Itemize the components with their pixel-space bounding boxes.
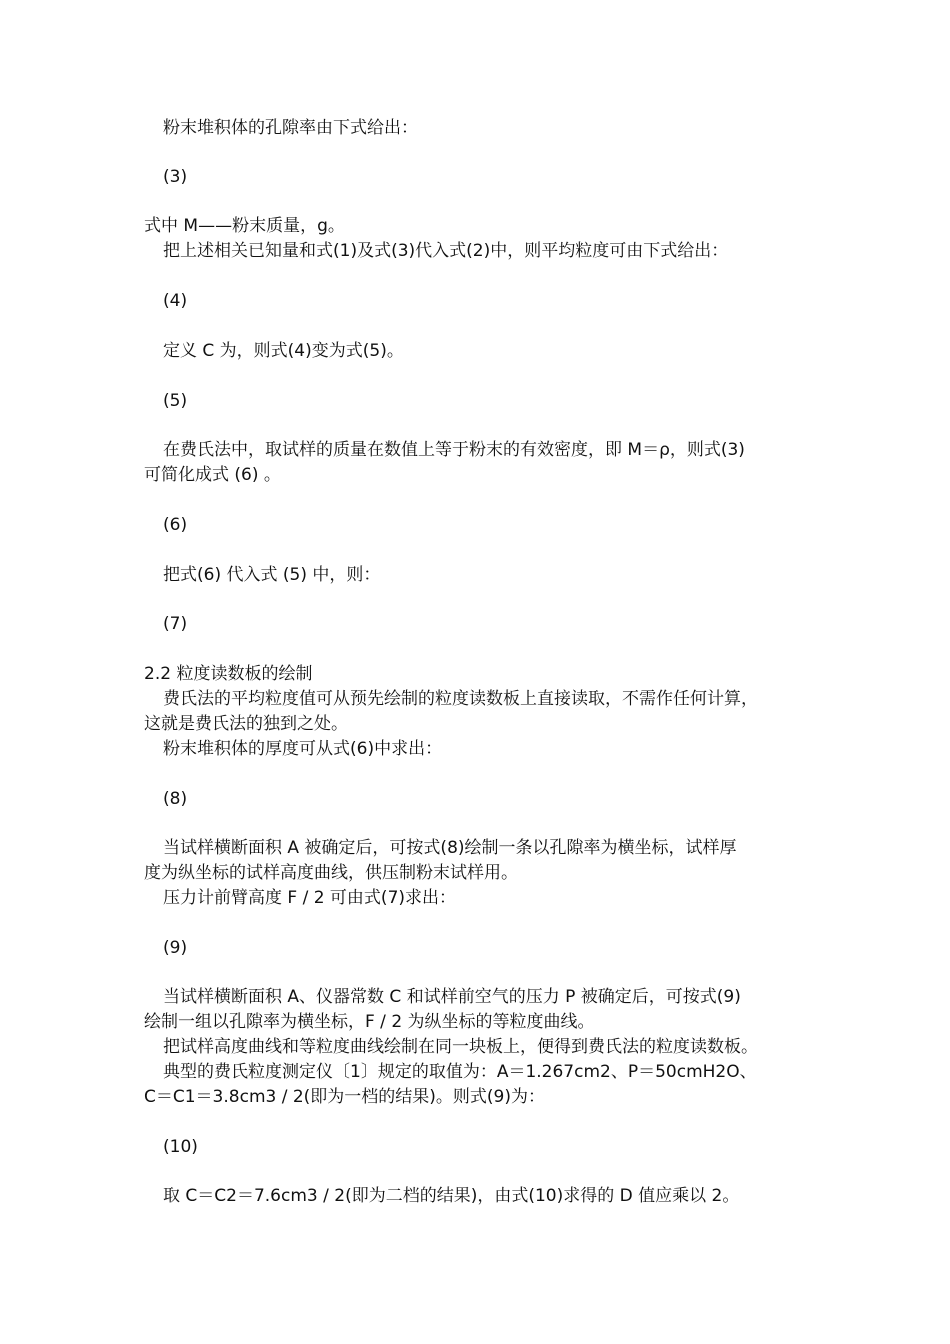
equation-number: (9) [163, 938, 188, 958]
paragraph-line: 粉末堆积体的孔隙率由下式给出： [163, 118, 418, 138]
paragraph-line: C＝C1＝3.8cm3 / 2(即为一档的结果)。则式(9)为： [144, 1087, 546, 1107]
paragraph-line: 度为纵坐标的试样高度曲线，供压制粉末试样用。 [144, 863, 518, 883]
equation-number: (6) [163, 515, 188, 535]
paragraph-line: 把式(6) 代入式 (5) 中，则： [163, 565, 381, 585]
paragraph-line: 费氏法的平均粒度值可从预先绘制的粒度读数板上直接读取，不需作任何计算， [163, 689, 758, 709]
paragraph-line: 可简化成式 (6) 。 [144, 465, 281, 485]
equation-number: (4) [163, 291, 188, 311]
paragraph-line: 定义 C 为，则式(4)变为式(5)。 [163, 341, 404, 361]
paragraph-line: 式中 M——粉末质量，g。 [144, 216, 345, 236]
paragraph-line: 当试样横断面积 A 被确定后，可按式(8)绘制一条以孔隙率为横坐标，试样厚 [163, 838, 737, 858]
equation-number: (10) [163, 1137, 198, 1157]
paragraph-line: 把试样高度曲线和等粒度曲线绘制在同一块板上，便得到费氏法的粒度读数板。 [163, 1037, 758, 1057]
equation-number: (7) [163, 614, 188, 634]
paragraph-line: 绘制一组以孔隙率为横坐标，F / 2 为纵坐标的等粒度曲线。 [144, 1012, 595, 1032]
equation-number: (3) [163, 167, 188, 187]
paragraph-line: 典型的费氏粒度测定仪〔1〕规定的取值为：A＝1.267cm2、P＝50cmH2O、 [163, 1062, 757, 1082]
equation-number: (8) [163, 789, 188, 809]
section-heading: 2.2 粒度读数板的绘制 [144, 664, 313, 684]
paragraph-line: 粉末堆积体的厚度可从式(6)中求出： [163, 739, 443, 759]
paragraph-line: 这就是费氏法的独到之处。 [144, 714, 348, 734]
paragraph-line: 当试样横断面积 A、仪器常数 C 和试样前空气的压力 P 被确定后，可按式(9) [163, 987, 741, 1007]
equation-number: (5) [163, 391, 188, 411]
paragraph-line: 压力计前臂高度 F / 2 可由式(7)求出： [163, 888, 457, 908]
paragraph-line: 在费氏法中，取试样的质量在数值上等于粉末的有效密度，即 M＝ρ，则式(3) [163, 440, 745, 460]
paragraph-line: 把上述相关已知量和式(1)及式(3)代入式(2)中，则平均粒度可由下式给出： [163, 241, 729, 261]
paragraph-line: 取 C＝C2＝7.6cm3 / 2(即为二档的结果)，由式(10)求得的 D 值应乘以 2。 [163, 1186, 740, 1206]
